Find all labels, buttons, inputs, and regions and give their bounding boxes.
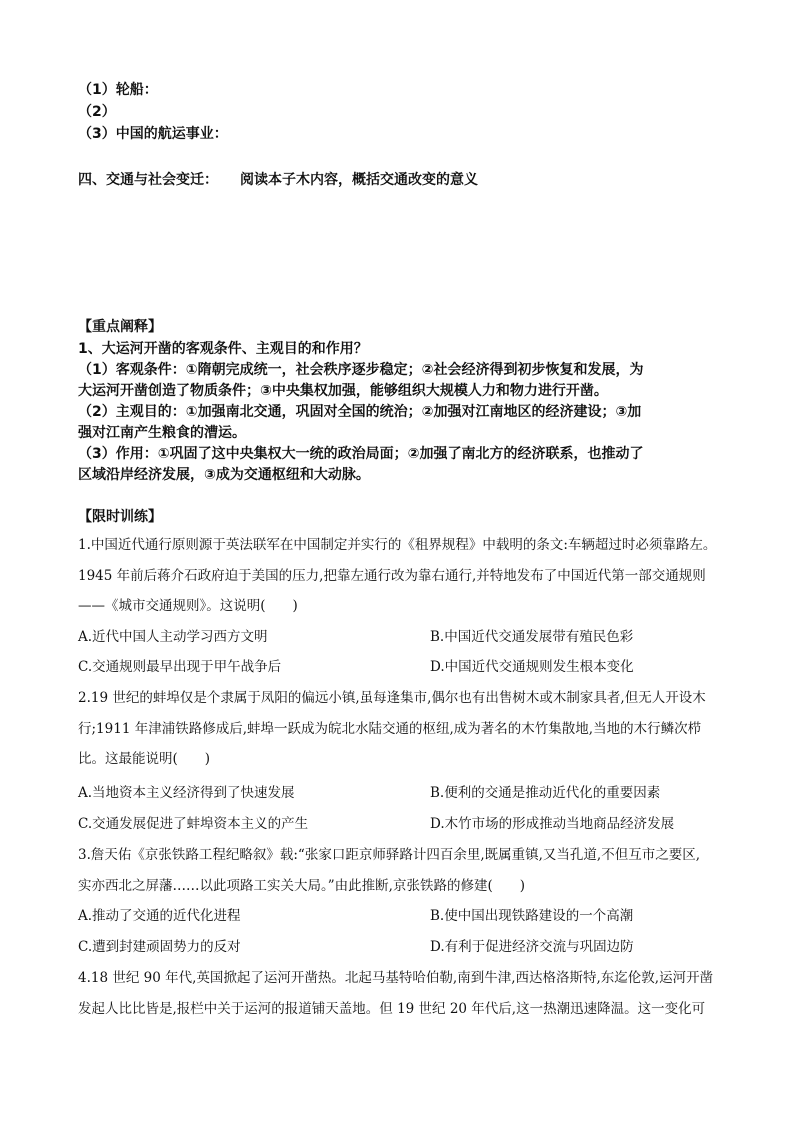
q1-stem-line: 1.中国近代通行原则源于英法联军在中国制定并实行的《租界规程》中载明的条文:车辆超过时必须靠路左。 [78, 537, 717, 553]
q2-options-row [78, 783, 661, 803]
key-points-line: 区域沿岸经济发展，③成为交通枢纽和大动脉。 [78, 467, 370, 483]
q4-stem-line: 4.18 世纪 90 年代,英国掀起了运河开凿热。北起马基特哈伯勒,南到牛津,西达格洛斯特,东迄伦敦,运河开凿 [78, 970, 714, 986]
q4-stem-line: 发起人比比皆是,报栏中关于运河的报道铺天盖地。但 19 世纪 20 年代后,这一热潮迅速降温。这一变化可 [78, 1001, 706, 1017]
outline-item-2: （2） [78, 104, 116, 120]
section-4-title: 四、交通与社会变迁： [78, 172, 218, 188]
q3-option-a: A.推动了交通的近代化进程 [78, 908, 241, 924]
key-points-line: 大运河开凿创造了物质条件；③中央集权加强，能够组织大规模人力和物力进行开凿。 [78, 383, 608, 399]
q1-options-row [78, 657, 634, 677]
q3-stem-line: 实亦西北之屏藩……以此项路工实关大局。”由此推断,京张铁路的修建( ) [78, 878, 525, 894]
q1-option-a: A.近代中国人主动学习西方文明 [78, 629, 268, 645]
q2-options-row [78, 814, 675, 834]
section-4-text: 阅读本子木内容，概括交通改变的意义 [240, 172, 478, 188]
key-points-line: （2）主观目的：①加强南北交通，巩固对全国的统治；②加强对江南地区的经济建设；③加 [78, 404, 642, 420]
q2-option-c: C.交通发展促进了蚌埠资本主义的产生 [78, 816, 309, 832]
key-points-line: （1）客观条件：①隋朝完成统一，社会秩序逐步稳定；②社会经济得到初步恢复和发展，为 [78, 362, 644, 378]
q1-option-c: C.交通规则最早出现于甲午战争后 [78, 659, 282, 675]
q2-option-a: A.当地资本主义经济得到了快速发展 [78, 785, 295, 801]
q2-option-d: D.木竹市场的形成推动当地商品经济发展 [430, 816, 675, 832]
q3-option-d: D.有利于促进经济交流与巩固边防 [430, 939, 634, 955]
q1-stem-line: ——《城市交通规则》。这说明( ) [78, 598, 298, 614]
key-points-question: 1、大运河开凿的客观条件、主观目的和作用？ [78, 341, 368, 357]
q3-stem-line: 3.詹天佑《京张铁路工程纪略叙》载:“张家口距京师驿路计四百余里,既属重镇,又当孔道,不但互市之要区, [78, 847, 700, 863]
q1-option-d: D.中国近代交通规则发生根本变化 [430, 659, 634, 675]
key-points-line: 强对江南产生粮食的漕运。 [78, 425, 246, 441]
outline-item-3: （3）中国的航运事业： [78, 126, 228, 142]
outline-item-1: （1）轮船： [78, 82, 158, 98]
key-points-line: （3）作用：①巩固了这中央集权大一统的政治局面；②加强了南北方的经济联系，也推动了 [78, 446, 644, 462]
q2-stem-line: 行;1911 年津浦铁路修成后,蚌埠一跃成为皖北水陆交通的枢纽,成为著名的木竹集散地,当地的木行鳞次栉 [78, 721, 702, 737]
q2-option-b: B.便利的交通是推动近代化的重要因素 [430, 785, 661, 801]
q2-stem-line: 2.19 世纪的蚌埠仅是个隶属于凤阳的偏远小镇,虽每逢集市,偶尔也有出售树木或木制家具者,但无人开设木 [78, 690, 706, 706]
q2-stem-line: 比。这最能说明( ) [78, 751, 211, 767]
section-4-heading [78, 170, 478, 190]
q1-option-b: B.中国近代交通发展带有殖民色彩 [430, 629, 634, 645]
q3-option-c: C.遭到封建顽固势力的反对 [78, 939, 241, 955]
key-points-heading: 【重点阐释】 [78, 319, 162, 335]
practice-heading: 【限时训练】 [78, 509, 162, 525]
q3-option-b: B.使中国出现铁路建设的一个高潮 [430, 908, 634, 924]
q3-options-row [78, 937, 634, 957]
q3-options-row [78, 906, 634, 926]
q1-options-row [78, 627, 634, 647]
q1-stem-line: 1945 年前后蒋介石政府迫于美国的压力,把靠左通行改为靠右通行,并特地发布了中国近代第一部交通规则 [78, 568, 706, 584]
